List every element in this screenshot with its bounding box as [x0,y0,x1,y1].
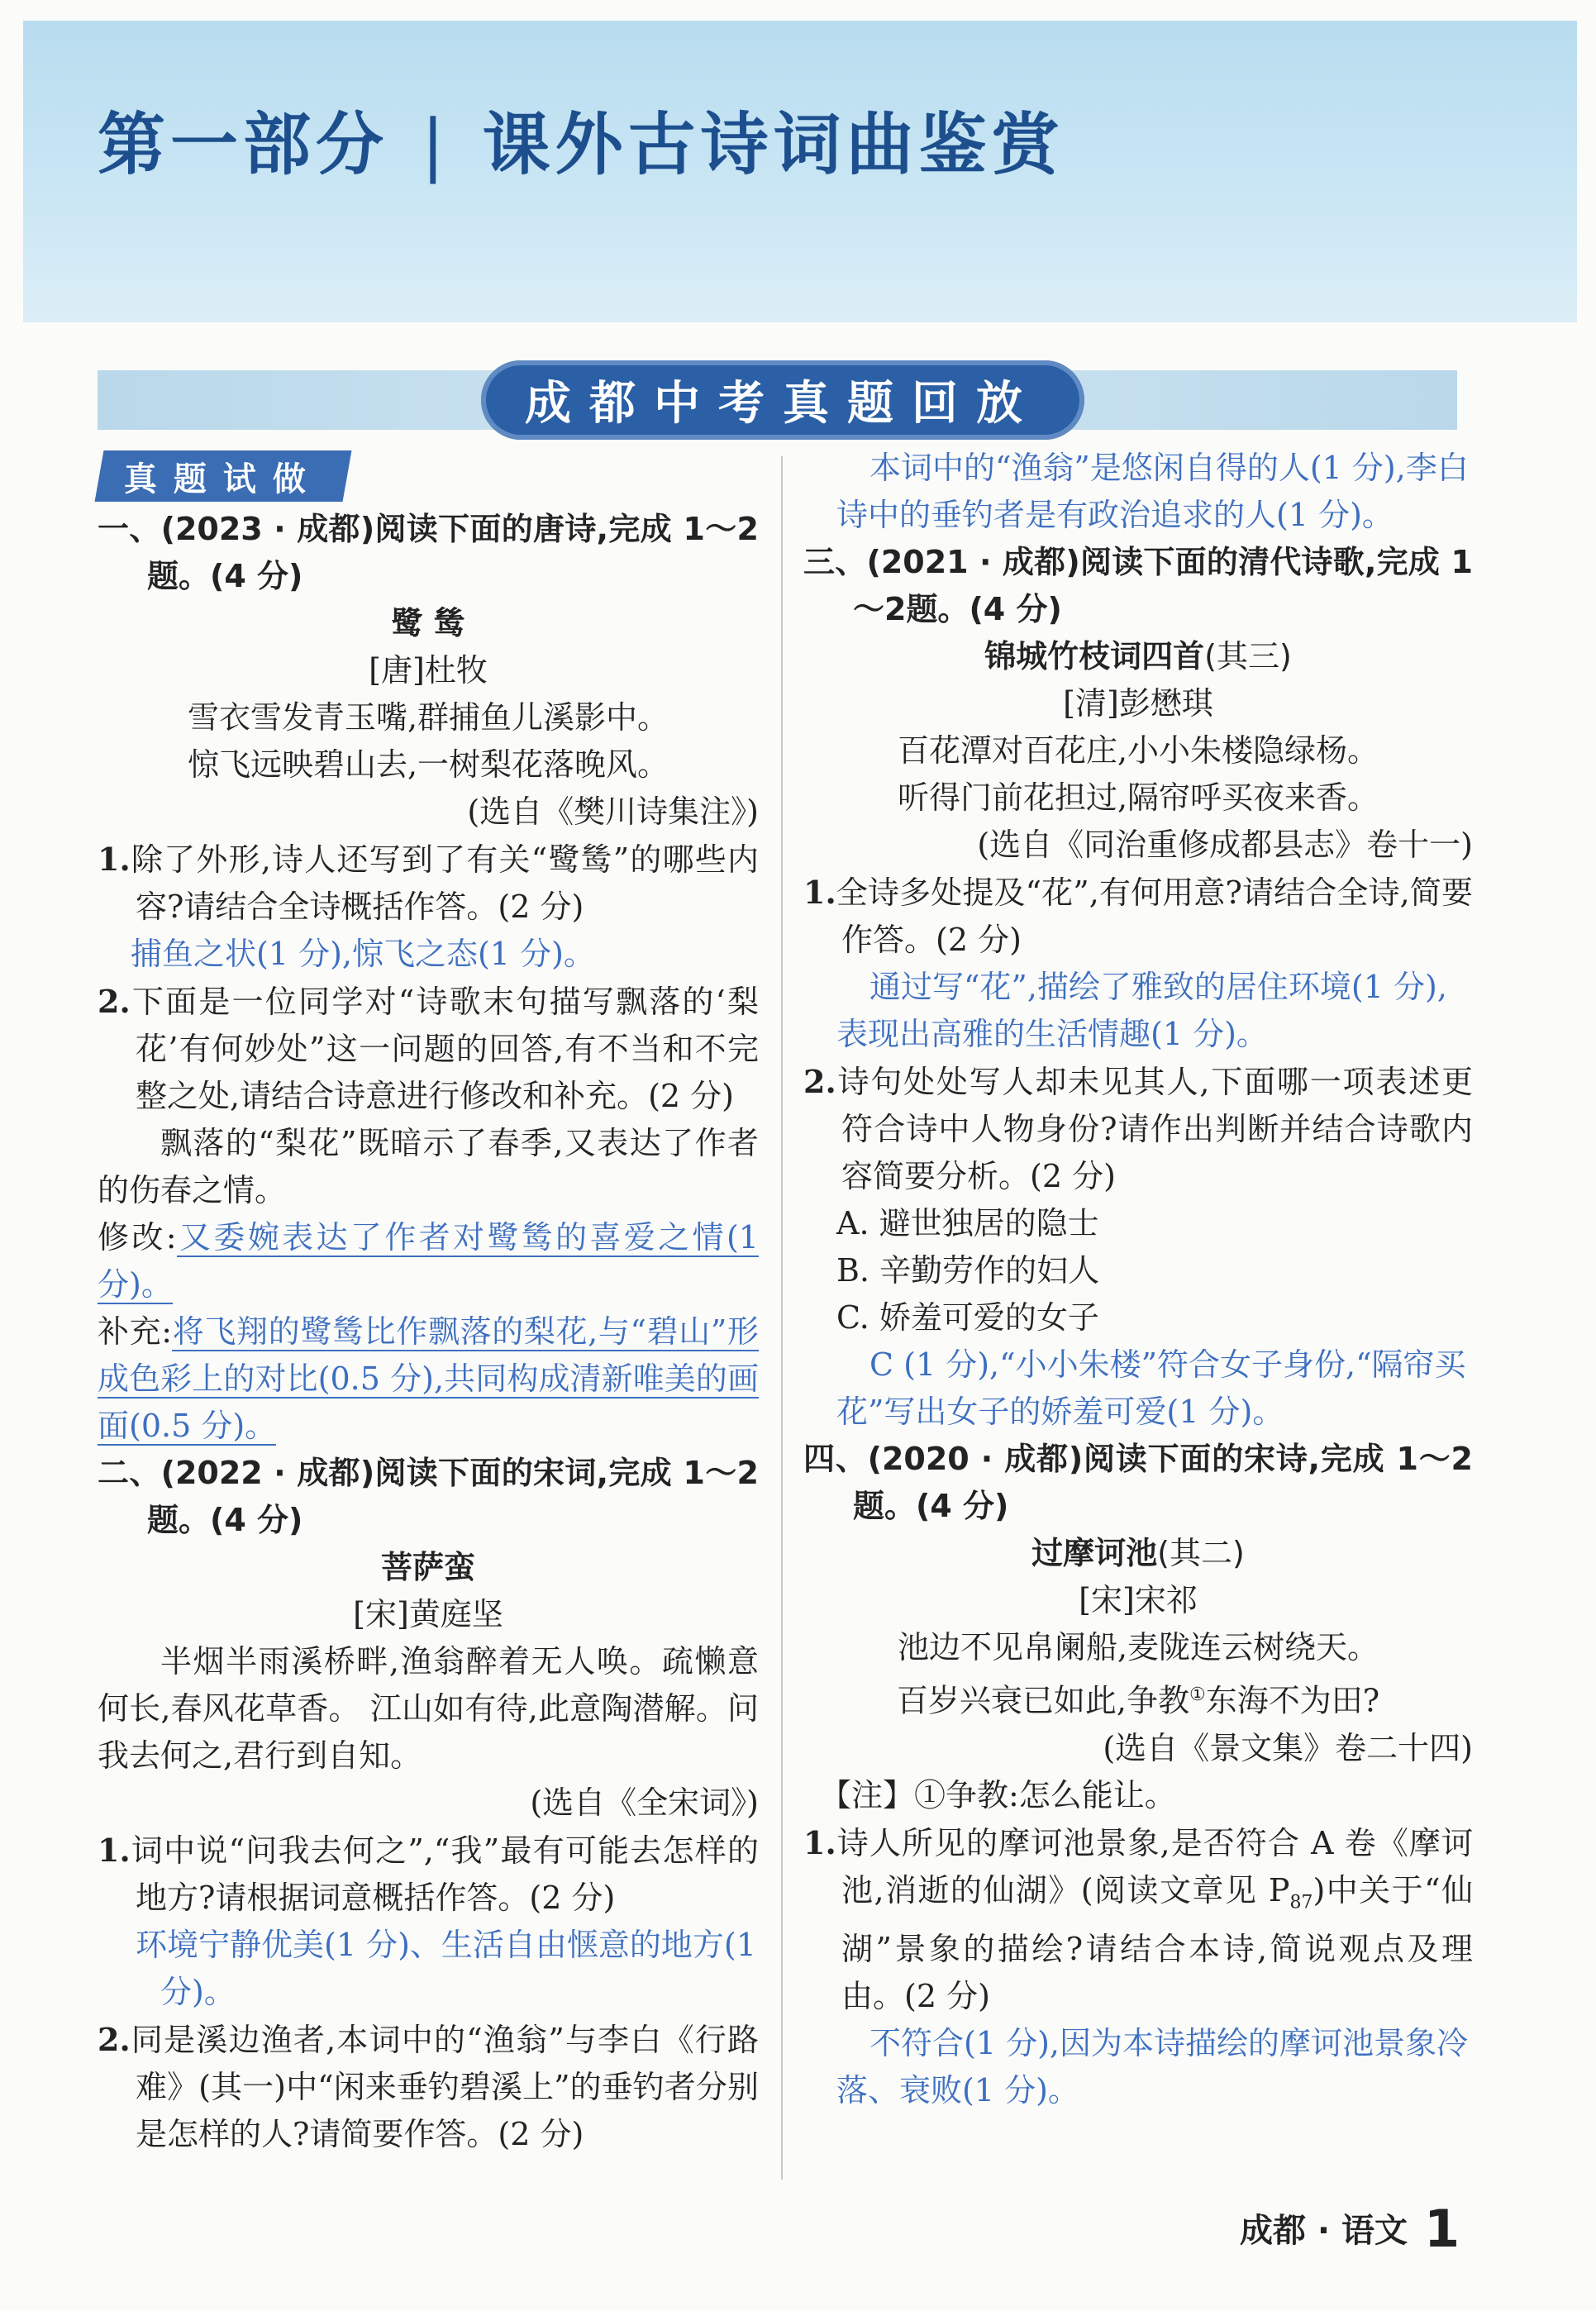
q4-prefix: 四、(2020 · 成都) [803,1441,1084,1477]
part-title: 课外古诗词曲鉴赏 [482,106,1065,184]
q4-poem-line-2a: 百岁兴衰已如此,争教 [896,1682,1189,1719]
q3-sub2-text: 诗句处处写人却未见其人,下面哪一项表述更符合诗中人物身份?请作出判断并结合诗歌内容简要分析。(2 分) [836,1064,1473,1194]
q1-sub2 [98,978,759,1120]
q4-sub1-text-b: )中关于“仙湖”景象的描绘?请结合本诗,简说观点及理由。(2 分) [841,1871,1473,2015]
q4-note: 【注】①争教:怎么能让。 [820,1776,1176,1813]
q2-poem-title: 菩萨蛮 [380,1549,475,1585]
right-column [803,445,1473,2114]
q1-prefix: 一、(2023 · 成都) [98,511,375,547]
q3-sub1-text: 全诗多处提及“花”,有何用意?请结合全诗,简要作答。(2 分) [836,874,1473,958]
practice-tag [95,450,352,502]
section-title [98,91,1065,188]
q3-poem-title: 锦城竹枝词四首 [984,638,1205,674]
q2-instruction: 阅读下面的宋词,完成 1～2 题。(4 分) [147,1455,759,1538]
q4-poem-title: 过摩诃池 [1031,1535,1158,1571]
q3-instruction: 阅读下面的清代诗歌,完成 1～2题。(4 分) [853,544,1473,627]
page-number: 1 [1424,2199,1460,2259]
q3-heading [803,539,1473,633]
q1-sub1-number: 1. [98,841,131,878]
q2-sub1-text: 词中说“问我去何之”,“我”最有可能去怎样的地方?请根据词意概括作答。(2 分) [130,1832,759,1916]
q1-supplement-answer: 将飞翔的鹭鸶比作飘落的梨花,与“碧山”形成色彩上的对比(0.5 分),共同构成清新唯美的画面(0.5 分)。 [98,1313,759,1444]
q3-sub1 [803,869,1473,964]
q4-instruction: 阅读下面的宋诗,完成 1～2 题。(4 分) [853,1441,1473,1524]
header-banner [23,21,1577,322]
q3-option-b: B. 辛勤劳作的妇人 [836,1252,1100,1289]
q4-poem-title-line [803,1530,1473,1577]
q1-revise-answer: 又委婉表达了作者对鹭鸶的喜爱之情(1 分)。 [98,1219,759,1303]
q1-supplement [98,1308,759,1450]
q3-sub1-number: 1. [803,874,836,911]
q3-option-a: A. 避世独居的隐士 [836,1205,1099,1241]
q1-sub1-text: 除了外形,诗人还写到了有关“鹭鸶”的哪些内容?请结合全诗概括作答。(2 分) [130,841,759,925]
q3-source: (选自《同治重修成都县志》卷十一) [977,827,1473,863]
q4-poem-title-suffix: (其二) [1157,1535,1245,1571]
q4-sub1-page: 87 [1289,1892,1313,1913]
q1-sub1-answer: 捕鱼之状(1 分),惊飞之态(1 分)。 [131,936,595,972]
q2-prefix: 二、(2022 · 成都) [98,1455,375,1491]
part-label: 第一部分 [98,106,389,184]
q3-sub2-number: 2. [803,1063,836,1100]
q4-sub1-answer: 不符合(1 分),因为本诗描绘的摩诃池景象冷落、衰败(1 分)。 [836,2025,1468,2109]
q1-heading [98,506,759,600]
q4-heading [803,1436,1473,1530]
q3-poem-line-2: 听得门前花担过,隔帘呼买夜来香。 [897,779,1379,816]
q3-sub1-answer: 通过写“花”,描绘了雅致的居住环境(1 分),表现出高雅的生活情趣(1 分)。 [836,969,1447,1052]
q2-sub2-number: 2. [98,2021,131,2058]
q3-poem-title-suffix: (其三) [1204,638,1292,674]
title-separator: | [422,106,450,184]
q4-poem-line-2b: 东海不为田? [1205,1682,1380,1719]
practice-tag-label: 真题试做 [124,460,322,498]
q2-sub1-number: 1. [98,1832,131,1869]
q4-poem-line-2 [803,1671,1473,1725]
q2-poem-body: 半烟半雨溪桥畔,渔翁醉着无人唤。疏懒意何长,春风花草香。 江山如有待,此意陶潜解。问我去何之,君行到自知。 [98,1643,759,1774]
q2-sub1-answer: 环境宁静优美(1 分)、生活自由惬意的地方(1 分)。 [136,1927,756,2010]
q1-poem-line-1: 雪衣雪发青玉嘴,群捕鱼儿溪影中。 [187,699,669,736]
q2-sub2-text: 同是溪边渔者,本词中的“渔翁”与李白《行路难》(其一)中“闲来垂钓碧溪上”的垂钓者分别是怎样的人?请简要作答。(2 分) [130,2022,759,2152]
q2-sub2-answer: 本词中的“渔翁”是悠闲自得的人(1 分),李白诗中的垂钓者是有政治追求的人(1 分)。 [836,450,1469,533]
q2-poem-author: [宋]黄庭坚 [353,1596,503,1632]
q1-poem-line-2: 惊飞远映碧山去,一树梨花落晚风。 [187,746,669,783]
q2-source: (选自《全宋词》) [530,1784,759,1821]
q3-prefix: 三、(2021 · 成都) [803,544,1080,580]
q3-sub2 [803,1058,1473,1200]
q2-sub2 [98,2016,759,2158]
left-column [98,506,759,2158]
q4-poem-author: [宋]宋祁 [1079,1582,1198,1618]
q4-source: (选自《景文集》卷二十四) [1103,1729,1473,1766]
q1-sub2-number: 2. [98,983,131,1020]
footer-label: 成都 · 语文 [1240,2212,1408,2250]
q1-supplement-label: 补充: [98,1313,173,1350]
q1-sub1 [98,836,759,931]
q3-sub2-answer: C (1 分),“小小朱楼”符合女子身份,“隔帘买花”写出女子的娇羞可爱(1 分)。 [836,1346,1466,1430]
q3-option-c: C. 娇羞可爱的女子 [836,1299,1099,1336]
q1-student-answer: 飘落的“梨花”既暗示了春季,又表达了作者的伤春之情。 [98,1125,759,1208]
page-footer [1240,2199,1460,2259]
q3-poem-title-line [803,633,1473,680]
column-divider [781,456,783,2180]
q2-sub1 [98,1827,759,1922]
q4-sub1-text-a: 诗人所见的摩诃池景象,是否符合 A 卷《摩诃池,消逝的仙湖》(阅读文章见 P [836,1824,1473,1908]
q2-heading [98,1450,759,1544]
q3-poem-author: [清]彭懋琪 [1063,685,1213,722]
q4-footnote-mark: ① [1189,1684,1206,1705]
q1-poem-title: 鹭 鸶 [391,605,465,641]
q4-sub1 [803,1819,1473,2021]
section-label: 成都中考真题回放 [481,360,1084,440]
q1-revise [98,1214,759,1308]
q4-sub1-number: 1. [803,1823,836,1861]
q1-instruction: 阅读下面的唐诗,完成 1～2 题。(4 分) [147,511,759,594]
q1-poem-author: [唐]杜牧 [369,652,488,689]
q1-revise-label: 修改: [98,1219,177,1256]
q1-sub2-text: 下面是一位同学对“诗歌末句描写飘落的‘梨花’有何妙处”这一问题的回答,有不当和不完整之处,请结合诗意进行修改和补充。(2 分) [130,984,759,1114]
q3-poem-line-1: 百花潭对百花庄,小小朱楼隐绿杨。 [897,732,1379,769]
q4-poem-line-1: 池边不见帛阑船,麦陇连云树绕天。 [897,1629,1379,1665]
q1-source: (选自《樊川诗集注》) [467,793,759,830]
